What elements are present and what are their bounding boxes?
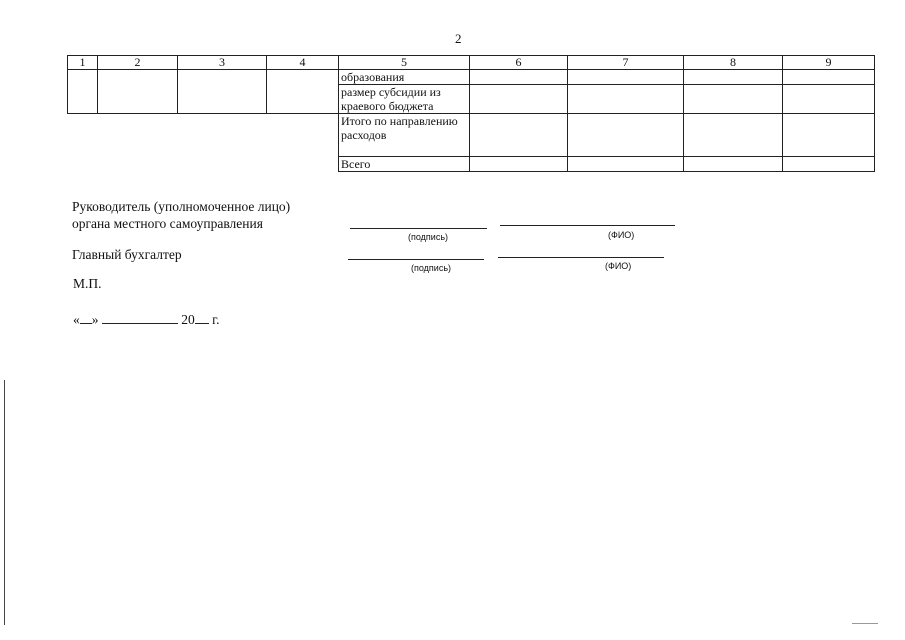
- head-label-line1: Руководитель (уполномоченное лицо): [72, 199, 291, 214]
- date-line: [73, 311, 220, 328]
- year-suffix: г.: [212, 312, 220, 327]
- seal-mark: М.П.: [73, 276, 102, 291]
- table-cell: [684, 70, 783, 85]
- accountant-signature-caption: (подпись): [411, 263, 452, 273]
- column-header: 1: [68, 56, 98, 70]
- column-header: 2: [98, 56, 178, 70]
- day-blank: [80, 311, 92, 324]
- table-cell: [68, 70, 98, 114]
- table-cell: [568, 70, 684, 85]
- table-cell: [98, 70, 178, 114]
- table-cell: [470, 114, 568, 157]
- row-label: Итого по направлению расходов: [339, 114, 470, 157]
- blank-cell: [68, 157, 339, 172]
- accountant-signature-line: [348, 259, 484, 260]
- table-cell: [783, 157, 875, 172]
- table-cell: [568, 157, 684, 172]
- head-signature-caption: (подпись): [408, 232, 449, 242]
- row-label: образования: [339, 70, 470, 85]
- table-cell: [684, 114, 783, 157]
- table-cell: [470, 157, 568, 172]
- table-cell: [783, 70, 875, 85]
- row-label: Всего: [339, 157, 470, 172]
- table-row: [68, 70, 875, 85]
- column-header: 8: [684, 56, 783, 70]
- table-cell: [684, 85, 783, 114]
- accountant-label: Главный бухгалтер: [72, 247, 182, 262]
- head-name-line: [500, 225, 675, 226]
- column-header: 3: [178, 56, 267, 70]
- month-blank: [102, 311, 178, 324]
- column-header: 4: [267, 56, 339, 70]
- date-close-quote: »: [91, 312, 99, 327]
- table-cell: [470, 85, 568, 114]
- table-cell: [568, 114, 684, 157]
- margin-line: [4, 380, 5, 625]
- column-header: 7: [568, 56, 684, 70]
- page-number: 2: [455, 31, 462, 46]
- head-label-line2: органа местного самоуправления: [72, 216, 263, 231]
- table-cell: [470, 70, 568, 85]
- row-label: размер субсидии из краевого бюджета: [339, 85, 470, 114]
- corner-mark: [852, 623, 878, 624]
- year-blank: [195, 311, 209, 324]
- table-header-row: [68, 56, 875, 70]
- head-name-caption: (ФИО): [608, 230, 635, 240]
- table-cell: [568, 85, 684, 114]
- blank-cell: [68, 114, 339, 157]
- column-header: 6: [470, 56, 568, 70]
- year-prefix: 20: [181, 312, 195, 327]
- table-row: [68, 114, 875, 157]
- accountant-name-line: [498, 257, 664, 258]
- table-cell: [684, 157, 783, 172]
- table-cell: [783, 114, 875, 157]
- column-header: 9: [783, 56, 875, 70]
- column-header: 5: [339, 56, 470, 70]
- accountant-name-caption: (ФИО): [605, 261, 632, 271]
- table-cell: [178, 70, 267, 114]
- date-open-quote: «: [73, 312, 80, 327]
- head-signature-line: [350, 228, 487, 229]
- table-cell: [783, 85, 875, 114]
- table-row: [68, 157, 875, 172]
- report-table: [67, 55, 875, 172]
- table-cell: [267, 70, 339, 114]
